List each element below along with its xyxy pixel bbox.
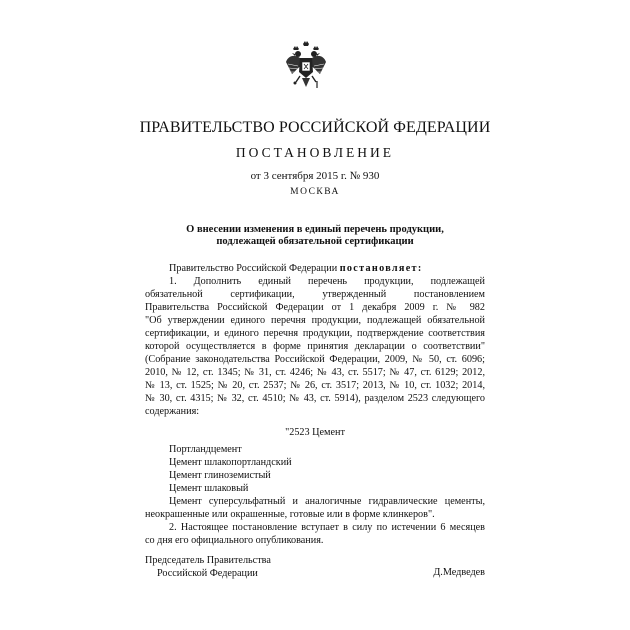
product-item: Цемент шлакопортландский — [169, 457, 292, 468]
supersulfate-line: неокрашенные или окрашенные, готовые или в форме клинкеров". — [145, 509, 435, 520]
paragraph-1-line: (Собрание законодательства Российской Федерации, 2009, № 50, ст. 6096; — [145, 354, 485, 365]
signature-block — [145, 554, 271, 580]
paragraph-1-line: № 30, ст. 4315; № 32, ст. 4510; № 43, ст. 5914), разделом 2523 следующего — [145, 393, 485, 404]
product-list — [145, 443, 485, 495]
date-number-line: от 3 сентября 2015 г. № 930 — [250, 170, 380, 182]
city-line: МОСКВА — [290, 187, 340, 197]
supersulfate-line: Цемент суперсульфатный и аналогичные гидравлические цементы, — [169, 496, 485, 507]
paragraph-1-line: "Об утверждении единого перечня продукции, подлежащей обязательной — [145, 315, 485, 326]
paragraph-1-line: сертификации, и единого перечня продукции, подтверждение соответствия — [145, 328, 485, 339]
paragraph-1-line: Правительства Российской Федерации от 1 декабря 2009 г. № 982 — [145, 302, 485, 313]
intro-paragraph — [145, 262, 485, 275]
document-type-title: ПОСТАНОВЛЕНИЕ — [235, 145, 395, 160]
subject-heading — [140, 224, 490, 248]
paragraph-1-line: 2010, № 12, ст. 1345; № 31, ст. 4246; № 43, ст. 5517; № 47, ст. 6129; 2012, — [145, 367, 485, 378]
paragraph-1-line: которой осуществляется в форме принятия декларации о соответствии" — [145, 341, 485, 352]
paragraph-1-line: содержания: — [145, 406, 200, 417]
paragraph-2-line: 2. Настоящее постановление вступает в силу по истечении 6 месяцев — [169, 522, 485, 533]
product-item: Портландцемент — [169, 444, 242, 455]
coat-of-arms-emblem — [284, 40, 328, 92]
section-title: "2523 Цемент — [285, 427, 345, 438]
intro-decree-word: постановляет: — [339, 263, 423, 274]
product-item: Цемент шлаковый — [169, 483, 249, 494]
paragraph-2-line: со дня его официального опубликования. — [145, 535, 324, 546]
signatory-title: Российской Федерации — [157, 568, 258, 579]
signatory-title: Председатель Правительства — [145, 555, 271, 566]
paragraph-1-line: № 13, ст. 1525; № 20, ст. 2537; № 26, ст. 3517; 2013, № 10, ст. 1032; 2014, — [145, 380, 485, 391]
subject-line: подлежащей обязательной сертификации — [216, 236, 414, 247]
paragraph-1-line: 1. Дополнить единый перечень продукции, подлежащей — [169, 276, 485, 287]
product-item: Цемент глиноземистый — [169, 470, 271, 481]
intro-text: Правительство Российской Федерации — [169, 263, 340, 274]
signatory-name: Д.Медведев — [433, 567, 485, 578]
document-body — [145, 262, 485, 547]
paragraph-1-line: обязательной сертификации, утвержденный постановлением — [145, 289, 485, 300]
subject-line: О внесении изменения в единый перечень продукции, — [186, 224, 444, 235]
government-title: ПРАВИТЕЛЬСТВО РОССИЙСКОЙ ФЕДЕРАЦИИ — [139, 119, 491, 136]
